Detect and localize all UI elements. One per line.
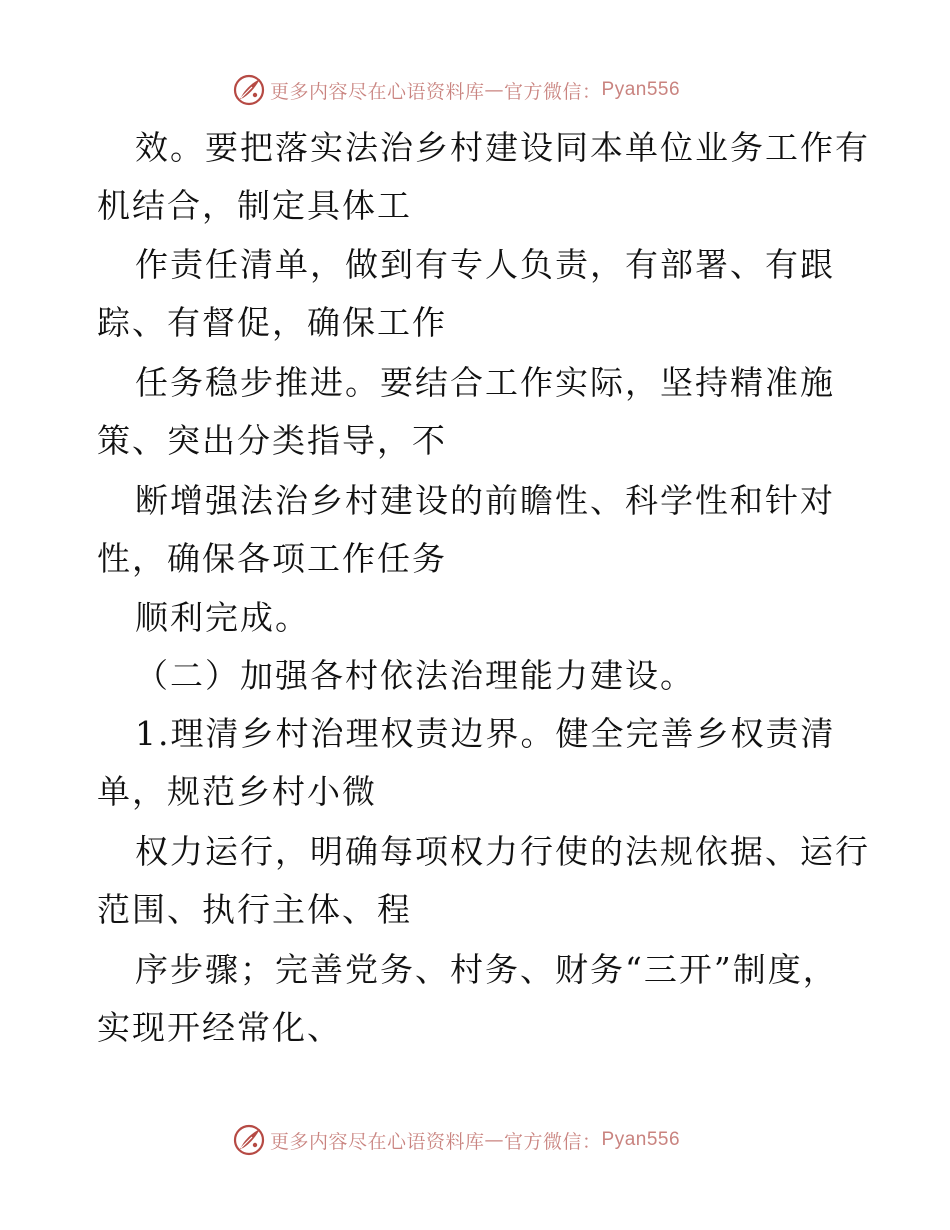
text-line: 作责任清单，做到有专人负责，有部署、有跟 xyxy=(135,245,835,284)
feather-pen-seal-icon xyxy=(232,73,266,107)
section-heading: （二）加强各村依法治理能力建设。 xyxy=(135,656,695,695)
text-line: 性，确保各项工作任务 xyxy=(97,539,447,578)
text-line: 1.理清乡村治理权责边界。健全完善乡权责清 xyxy=(135,714,836,753)
text-line: 效。要把落实法治乡村建设同本单位业务工作有 xyxy=(135,128,870,167)
text-line: 任务稳步推进。要结合工作实际，坚持精准施 xyxy=(135,363,835,402)
text-line: 范围、执行主体、程 xyxy=(97,890,412,929)
watermark-dash: — xyxy=(484,1129,505,1151)
text-line: 策、突出分类指导，不 xyxy=(97,421,447,460)
text-line: 机结合，制定具体工 xyxy=(97,186,412,225)
footer-watermark xyxy=(232,1122,752,1158)
watermark-brand: 更多内容尽在心语资料库 xyxy=(270,80,485,103)
watermark-wechat-id: Pyan556 xyxy=(601,79,681,100)
header-watermark xyxy=(232,72,752,108)
text-line: 实现开经常化、 xyxy=(97,1008,342,1047)
watermark-brand: 更多内容尽在心语资料库 xyxy=(270,1130,485,1153)
watermark-wechat-id: Pyan556 xyxy=(601,1129,681,1150)
text-line: 顺利完成。 xyxy=(135,598,310,637)
text-line: 权力运行，明确每项权力行使的法规依据、运行 xyxy=(135,832,870,871)
watermark-dash: — xyxy=(484,79,505,101)
text-line: 序步骤；完善党务、村务、财务“三开”制度， xyxy=(135,950,838,989)
text-line: 踪、有督促，确保工作 xyxy=(97,303,447,342)
text-line: 断增强法治乡村建设的前瞻性、科学性和针对 xyxy=(135,481,835,520)
text-line: 单，规范乡村小微 xyxy=(97,772,377,811)
feather-pen-seal-icon xyxy=(232,1123,266,1157)
watermark-wechat-label: 官方微信： xyxy=(504,1130,602,1153)
watermark-wechat-label: 官方微信： xyxy=(504,80,602,103)
